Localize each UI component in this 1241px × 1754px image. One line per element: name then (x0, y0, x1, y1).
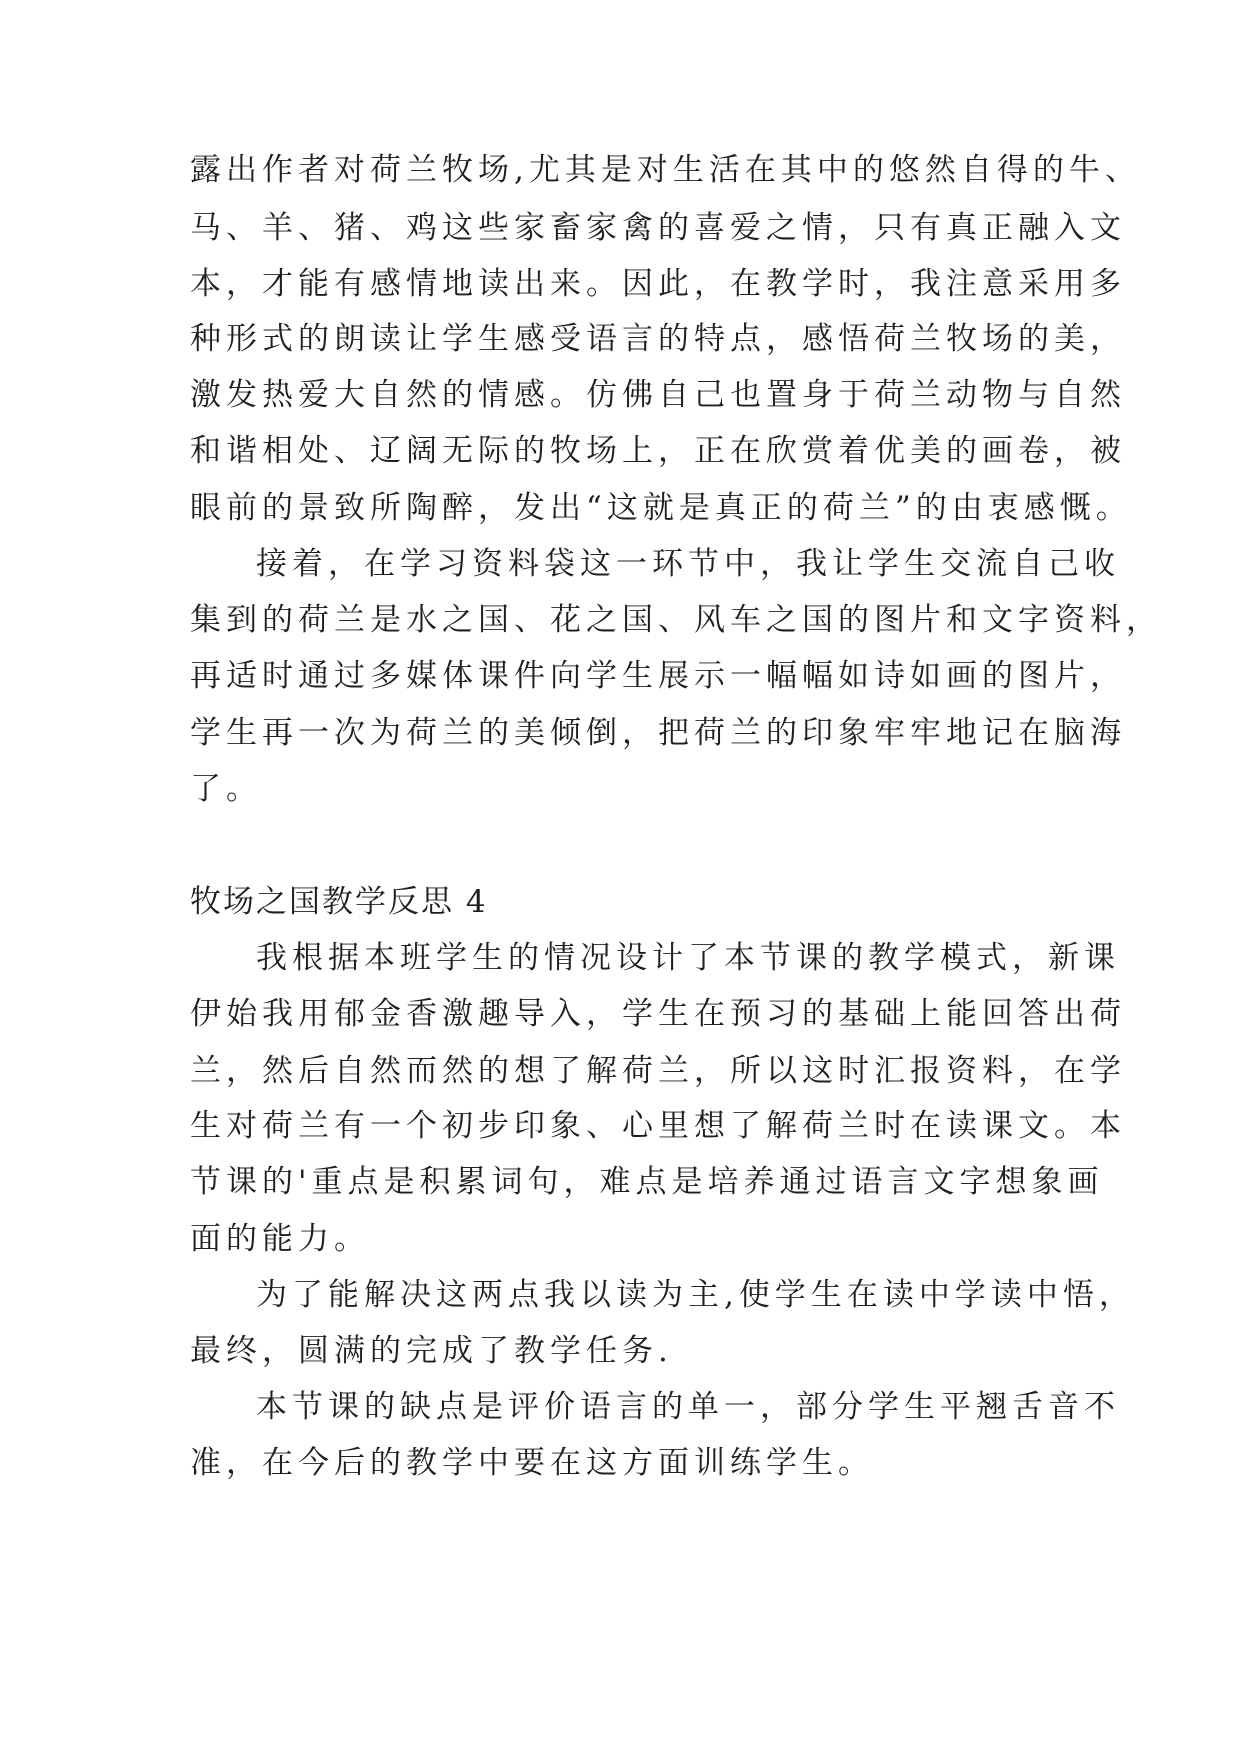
text-line: 学生再一次为荷兰的美倾倒，把荷兰的印象牢牢地记在脑海 (190, 715, 1126, 751)
text-line: 接着，在学习资料袋这一环节中，我让学生交流自己收 (256, 546, 1120, 582)
text-line: 再适时通过多媒体课件向学生展示一幅幅如诗如画的图片， (190, 658, 1126, 694)
text-line: 集到的荷兰是水之国、花之国、风车之国的图片和文字资料， (190, 602, 1162, 638)
text-line: 节课的'重点是积累词句，难点是培养通过语言文字想象画 (190, 1164, 1104, 1200)
section-title: 牧场之国教学反思 4 (190, 884, 488, 920)
text-line: 马、羊、猪、鸡这些家畜家禽的喜爱之情，只有真正融入文 (190, 210, 1126, 246)
text-line: 眼前的景致所陶醉，发出“这就是真正的荷兰”的由衷感慨。 (190, 490, 1132, 526)
text-line: 种形式的朗读让学生感受语言的特点，感悟荷兰牧场的美， (190, 321, 1126, 357)
text-line: 本节课的缺点是评价语言的单一，部分学生平翘舌音不 (256, 1389, 1120, 1425)
text-line: 生对荷兰有一个初步印象、心里想了解荷兰时在读课文。本 (190, 1108, 1126, 1144)
text-line: 为了能解决这两点我以读为主,使学生在读中学读中悟， (256, 1277, 1135, 1313)
text-line: 准，在今后的教学中要在这方面训练学生。 (190, 1445, 874, 1481)
text-line: 了。 (190, 771, 262, 807)
text-line: 伊始我用郁金香激趣导入，学生在预习的基础上能回答出荷 (190, 996, 1126, 1032)
text-line: 我根据本班学生的情况设计了本节课的教学模式，新课 (256, 940, 1120, 976)
text-line: 兰，然后自然而然的想了解荷兰，所以这时汇报资料，在学 (190, 1053, 1126, 1089)
text-line: 和谐相处、辽阔无际的牧场上，正在欣赏着优美的画卷，被 (190, 433, 1126, 469)
text-line: 本，才能有感情地读出来。因此，在教学时，我注意采用多 (190, 266, 1126, 302)
text-line: 最终，圆满的完成了教学任务. (190, 1333, 673, 1369)
text-line: 面的能力。 (190, 1221, 370, 1257)
text-line: 露出作者对荷兰牧场,尤其是对生活在其中的悠然自得的牛、 (190, 152, 1141, 188)
text-line: 激发热爱大自然的情感。仿佛自己也置身于荷兰动物与自然 (190, 377, 1126, 413)
